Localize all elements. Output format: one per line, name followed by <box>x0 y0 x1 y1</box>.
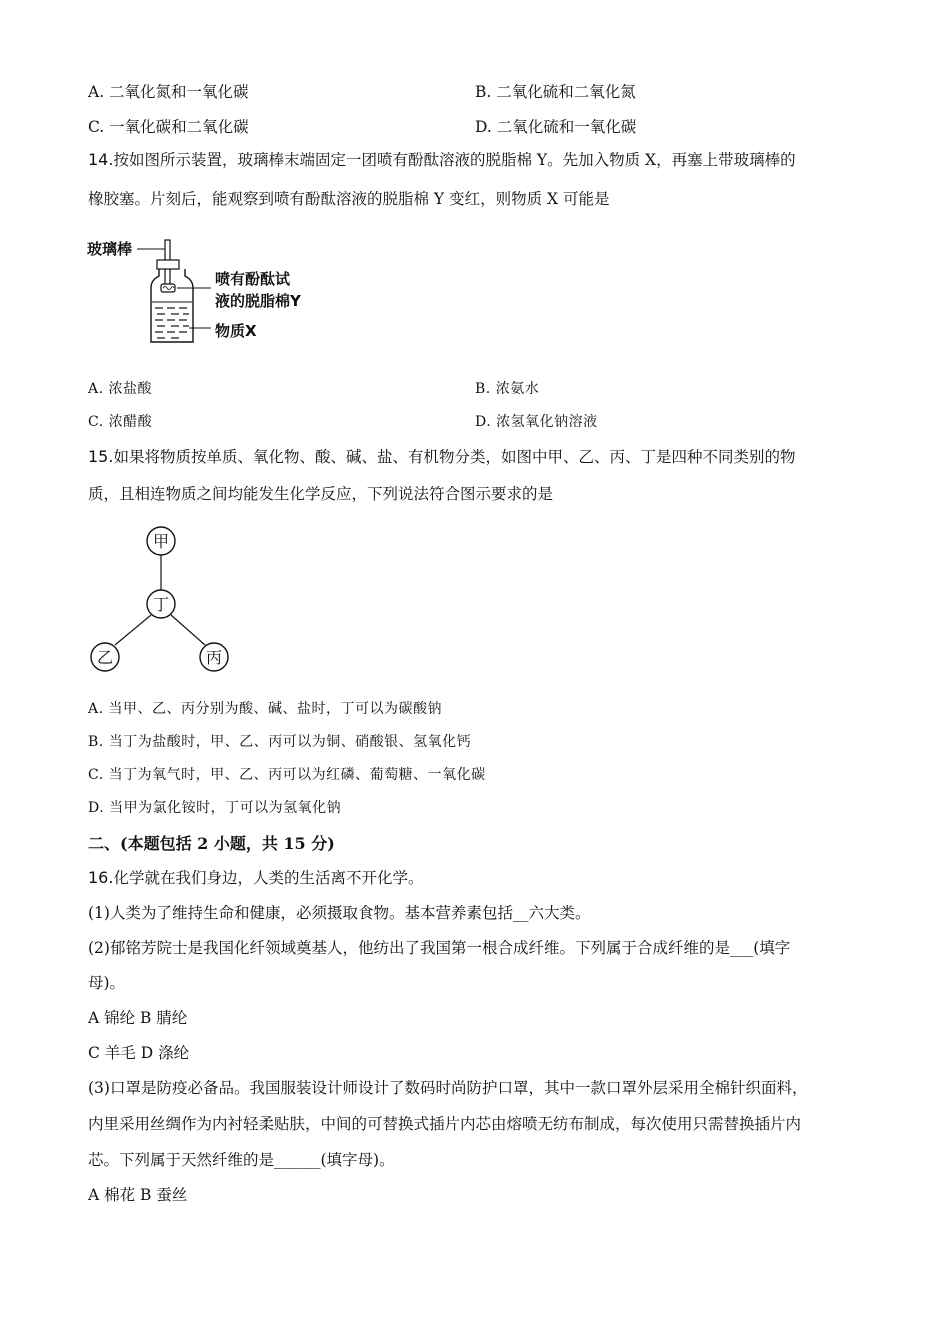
q14-stem-line1 <box>88 148 796 170</box>
q16-part3-line1: (3)口罩是防疫必备品。我国服装设计师设计了数码时尚防护口罩，其中一款口罩外层采用全棉针织面料， <box>88 1079 808 1097</box>
node-ding-label: 丁 <box>152 595 170 614</box>
q16-part3-line3: 芯。下列属于天然纤维的是______(填字母)。 <box>88 1151 395 1169</box>
q13-option-b: B. 二氧化硫和二氧化氮 <box>475 83 636 101</box>
label-cotton-y-line2: 液的脱脂棉Y <box>215 292 301 310</box>
q13-option-d: D. 二氧化硫和一氧化碳 <box>475 118 637 136</box>
q16-stem <box>88 866 423 888</box>
q16-part2-line1: (2)郁铭芳院士是我国化纤领域奠基人，他纺出了我国第一根合成纤维。下列属于合成纤维的是___(填字 <box>88 939 791 957</box>
section-2-title: 二、(本题包括 2 小题，共 15 分) <box>88 834 335 853</box>
q15-option-a: A. 当甲、乙、丙分别为酸、碱、盐时，丁可以为碳酸钠 <box>88 701 443 717</box>
q16-part1: (1)人类为了维持生命和健康，必须摄取食物。基本营养素包括__六大类。 <box>88 904 591 922</box>
q15-stem-line2: 质，且相连物质之间均能发生化学反应，下列说法符合图示要求的是 <box>88 485 554 503</box>
q14-number: 14. <box>88 150 114 169</box>
q14-option-d: D. 浓氢氧化钠溶液 <box>475 414 598 430</box>
q16-part2-options-1: A 锦纶 B 腈纶 <box>88 1009 188 1027</box>
q15-stem-text-1: 如果将物质按单质、氧化物、酸、碱、盐、有机物分类，如图中甲、乙、丙、丁是四种不同类别的物 <box>113 448 796 466</box>
q14-apparatus-figure <box>85 236 325 354</box>
label-cotton-y-line1: 喷有酚酞试 <box>215 270 291 288</box>
q16-stem-text: 化学就在我们身边，人类的生活离不开化学。 <box>113 869 424 887</box>
q15-option-d: D. 当甲为氯化铵时，丁可以为氢氧化钠 <box>88 800 342 816</box>
q16-part2-line2: 母)。 <box>88 974 126 992</box>
q15-option-b: B. 当丁为盐酸时，甲、乙、丙可以为铜、硝酸银、氢氧化钙 <box>88 734 472 750</box>
edge-ding-yi <box>115 615 151 645</box>
q14-option-c: C. 浓醋酸 <box>88 414 153 430</box>
node-bing-label: 丙 <box>205 648 223 667</box>
edge-ding-bing <box>171 615 205 645</box>
label-substance-x: 物质X <box>215 322 257 340</box>
q13-option-c: C. 一氧化碳和二氧化碳 <box>88 118 249 136</box>
label-glass-rod: 玻璃棒 <box>87 240 133 258</box>
q16-part3-line2: 内里采用丝绸作为内衬轻柔贴肤，中间的可替换式插片内芯由熔喷无纺布制成，每次使用只需替换插片内 <box>88 1115 802 1133</box>
q16-part3-options-1: A 棉花 B 蚕丝 <box>88 1186 188 1204</box>
bottle-outline <box>151 269 193 342</box>
q14-option-b: B. 浓氨水 <box>475 381 540 397</box>
node-jia-label: 甲 <box>152 532 170 551</box>
node-yi-label: 乙 <box>96 648 114 667</box>
q16-part2-options-2: C 羊毛 D 涤纶 <box>88 1044 190 1062</box>
q14-stem-line2: 橡胶塞。片刻后，能观察到喷有酚酞溶液的脱脂棉 Y 变红，则物质 X 可能是 <box>88 190 610 208</box>
q13-option-a: A. 二氧化氮和一氧化碳 <box>88 83 249 101</box>
q15-number: 15. <box>88 447 114 466</box>
q15-stem-line1 <box>88 445 795 467</box>
q15-option-c: C. 当丁为氧气时，甲、乙、丙可以为红磷、葡萄糖、一氧化碳 <box>88 767 486 783</box>
q16-number: 16. <box>88 868 114 887</box>
q14-stem-text-1: 按如图所示装置，玻璃棒末端固定一团喷有酚酞溶液的脱脂棉 Y。先加入物质 X，再塞上带玻璃棒的 <box>113 151 796 169</box>
q14-option-a: A. 浓盐酸 <box>88 381 153 397</box>
liquid-x <box>155 308 189 338</box>
q15-relation-diagram <box>85 522 235 674</box>
rubber-stopper <box>157 260 179 269</box>
